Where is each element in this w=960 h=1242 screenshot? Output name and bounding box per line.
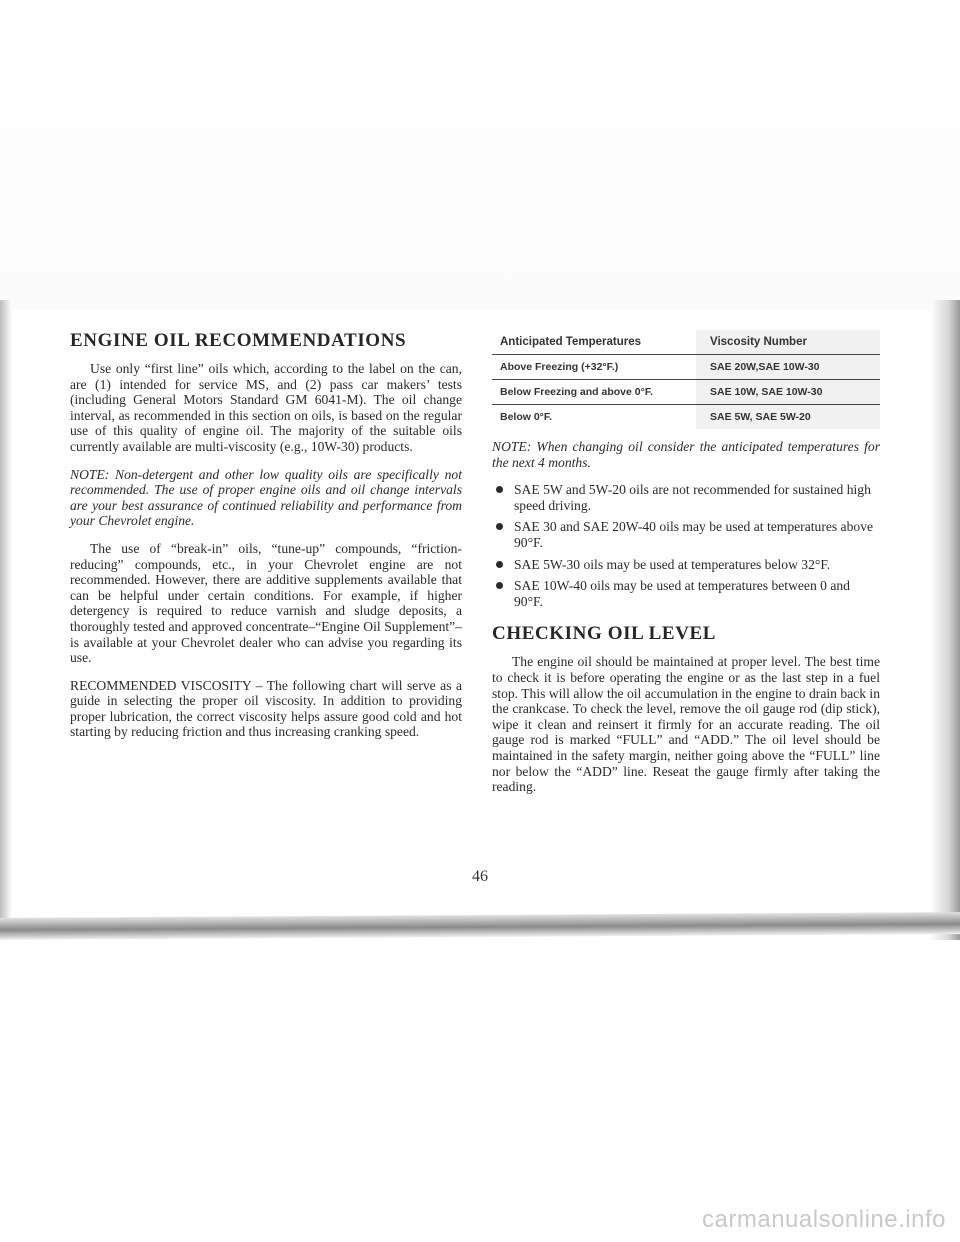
left-page-edge (0, 300, 12, 930)
viscosity-column-header: Viscosity Number (696, 330, 880, 355)
right-page-edge (930, 300, 960, 940)
table-row (492, 355, 880, 380)
table-row (492, 405, 880, 430)
list-item: SAE 5W-30 oils may be used at temperatures below 32°F. (492, 557, 880, 573)
temperature-column-header: Anticipated Temperatures (500, 336, 642, 348)
list-item: SAE 5W and 5W-20 oils are not recommended for sustained high speed driving. (492, 482, 880, 513)
intro-paragraph: Use only “first line” oils which, according to the label on the can, are (1) intended for service MS, and (2) pass car makers’ tests (including General Motors Standard GM 6041-M). The oil change interval, as recommended in this section on oils, is based on the regular use of this quality of engine oil. The majority of the suitable oils currently available are multi-viscosity (e.g., 10W-30) products. (70, 361, 462, 454)
table-header-row (492, 330, 880, 355)
recommended-viscosity-paragraph: RECOMMENDED VISCOSITY – The following chart will serve as a guide in selecting the proper oil viscosity. In addition to providing proper lubrication, the correct viscosity helps assure good cold and hot starting by reducing friction and thus increasing cranking speed. (70, 677, 462, 740)
bottom-page-edge (0, 912, 960, 940)
temperature-cell: Below 0°F. (492, 405, 696, 430)
watermark: carmanualsonline.info (702, 1206, 946, 1233)
page-background (0, 0, 960, 310)
oil-bullet-list (492, 482, 880, 609)
list-item: SAE 10W-40 oils may be used at temperatures between 0 and 90°F. (492, 578, 880, 609)
right-column (492, 330, 880, 807)
viscosity-cell: SAE 10W, SAE 10W-30 (696, 380, 880, 405)
engine-oil-heading: ENGINE OIL RECOMMENDATIONS (70, 330, 407, 351)
additives-paragraph: The use of “break-in” oils, “tune-up” compounds, “friction-reducing” compounds, etc., in your Chevrolet engine are not recommended. However, there are additive supplements available that can be helpful under certain conditions. For example, if higher detergency is required to reduce varnish and sludge deposits, a thoroughly tested and approved concentrate–“Engine Oil Supplement”–is available at your Chevrolet dealer who can advise you regarding its use. (70, 540, 462, 666)
temperature-note: NOTE: When changing oil consider the anticipated temperatures for the next 4 months. (492, 439, 880, 470)
page-number: 46 (472, 868, 488, 885)
checking-oil-paragraph: The engine oil should be maintained at proper level. The best time to check it is before operating the engine or as the last step in a fuel stop. This will allow the oil accumulation in the engine to drain back in the crankcase. To check the level, remove the oil gauge rod (dip stick), wipe it clean and reinsert it firmly for an accurate reading. The oil gauge rod is marked “FULL” and “ADD.” The oil level should be maintained in the safety margin, neither going above the “FULL” line nor below the “ADD” line. Reseat the gauge firmly after taking the reading. (492, 654, 880, 795)
viscosity-cell: SAE 20W,SAE 10W-30 (696, 355, 880, 380)
checking-oil-heading: CHECKING OIL LEVEL (492, 623, 717, 645)
viscosity-table (492, 330, 880, 429)
temperature-cell: Below Freezing and above 0°F. (492, 380, 696, 405)
non-detergent-note: NOTE: Non-detergent and other low quality oils are specifically not recommended. The use of proper engine oils and oil change intervals are your best assurance of continued reliability and performance from your Chevrolet engine. (70, 466, 462, 529)
list-item: SAE 30 and SAE 20W-40 oils may be used at temperatures above 90°F. (492, 519, 880, 550)
table-row (492, 380, 880, 405)
left-column (70, 330, 462, 752)
viscosity-cell: SAE 5W, SAE 5W-20 (696, 405, 880, 430)
temperature-cell: Above Freezing (+32°F.) (492, 355, 696, 380)
